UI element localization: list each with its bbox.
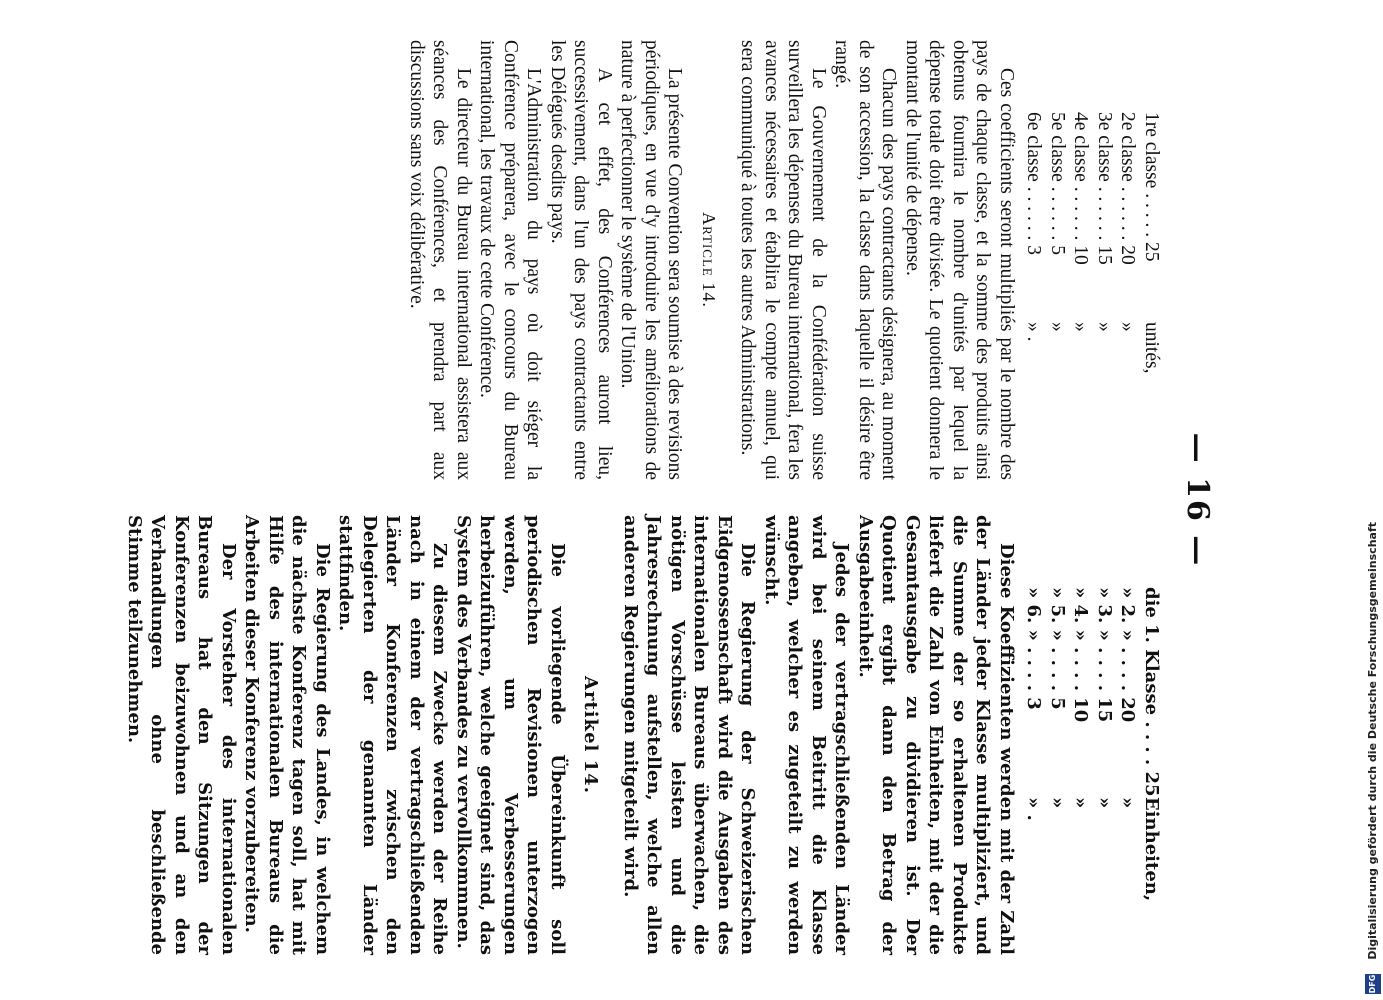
class-row: 5e classe . . . . . . 5 » [1047,112,1068,332]
french-column [405,40,1164,480]
paragraph: Le directeur du Bureau international assistera aux séances des Conférences, et prendra part aux discussions sans voix délibérative. [406,40,474,480]
class-row: 1re classe . . . . . 25 unités, [1141,112,1162,374]
article-heading: Article 14. [699,212,719,308]
class-row: » 4. » . . . . 10 » [1070,587,1092,809]
class-row: » 3. » . . . . 15 » [1094,587,1115,809]
paragraph: Die Regierung der Schweizerischen Eidgenossenschaft wird die Ausgaben des internationalen Bureaus überwachen, die nötigen Vorschüsse leisten und die Jahresrechnung aufstellen, welche allen anderen Regierungen mitgeteilt wird. [620,515,759,955]
class-row: 6e classe . . . . . . 3 » . [1023,112,1045,342]
class-row: 2e classe . . . . . . 20 » [1117,112,1139,332]
paragraph: La présente Convention sera soumise à des revisions périodiques, en vue d'y introduire les améliorations de nature à perfectionner le système de l'Union. [617,40,686,480]
german-column [123,515,1164,955]
class-row: » 6. » . . . . 3 » . [1023,587,1045,821]
paragraph: Le Gouvernement de la Confédération suisse surveillera les dépenses du Bureau international, fera les avances nécessaires et établira le compte annuel, qui sera communiqué à toutes les autres Administrations. [737,40,829,480]
paragraph: L'Administration du pays où doit siéger la Conférence préparera, avec le concours du Bureau international, les travaux de cette Conférence. [476,40,545,480]
credit-text: Digitalisierung gefördert durch die Deutsche Forschungsgemeinschaft [1366,522,1380,960]
paragraph: Zu diesem Zwecke werden der Reihe nach in einem der vertragschließenden Länder Konferenzen zwischen den Delegierten der genannten Länder stattfinden. [335,515,451,955]
page-number: — 16 — [1180,432,1215,568]
paragraph: Der Vorsteher des internationalen Bureaus hat den Sitzungen der Konferenzen beizuwohnen und an den Verhandlungen ohne beschließende Stimme teilzunehmen. [124,515,239,955]
german-class-list [1022,587,1163,955]
paragraph: Jedes der vertragschließenden Länder wird bei seinem Beitritt die Klasse angeben, welcher es zugeteilt zu werden wünscht. [761,515,853,955]
french-class-list [1022,112,1163,480]
class-row: 3e classe . . . . . . 15 » [1094,112,1115,332]
class-row: » 2. » . . . . 20 » [1117,587,1139,809]
dfg-logo-icon: DFG [1365,974,1381,994]
digitization-credit [1363,0,1383,1000]
class-row: die 1. Klasse . . . . 25 Einheiten, [1141,587,1162,902]
paragraph: Ces coefficients seront multipliés par le nombre des pays de chaque classe, et la somme des produits ainsi obtenus fournira le nombre d'unités par lequel la dépense totale doit être divisée. Le quotient donnera le montant de l'unité de dépense. [902,40,1017,480]
paragraph: Diese Koeffizienten werden mit der Zahl der Länder jeder Klasse multipliziert, und die Summe der so erhaltenen Produkte liefert die Zahl von Einheiten, mit der die Gesamtausgabe zu dividieren ist. Der Quotient ergibt dann den Betrag der Ausgabeeinheit. [855,515,1017,955]
paragraph: Chacun des pays contractants désignera, au moment de son accession, la classe dans laquelle il désire être rangé. [831,40,900,480]
paragraph: Die vorliegende Übereinkunft soll periodischen Revisionen unterzogen werden, um Verbesserungen herbeizuführen, welche geeignet sind, das System des Verbandes zu vervollkommnen. [453,515,568,955]
class-row: 4e classe . . . . . . 10 » [1070,112,1092,332]
paragraph: Die Regierung des Landes, in welchem die nächste Konferenz tagen soll, hat mit Hilfe des internationalen Bureaus die Arbeiten dieser Konferenz vorzubereiten. [241,515,333,955]
paragraph: A cet effet, des Conférences auront lieu, successivement, dans l'un des pays contractants entre les Délégués desdits pays. [547,40,615,480]
article-heading: Artikel 14. [580,676,602,794]
class-row: » 5. » . . . . 5 » [1047,587,1068,809]
